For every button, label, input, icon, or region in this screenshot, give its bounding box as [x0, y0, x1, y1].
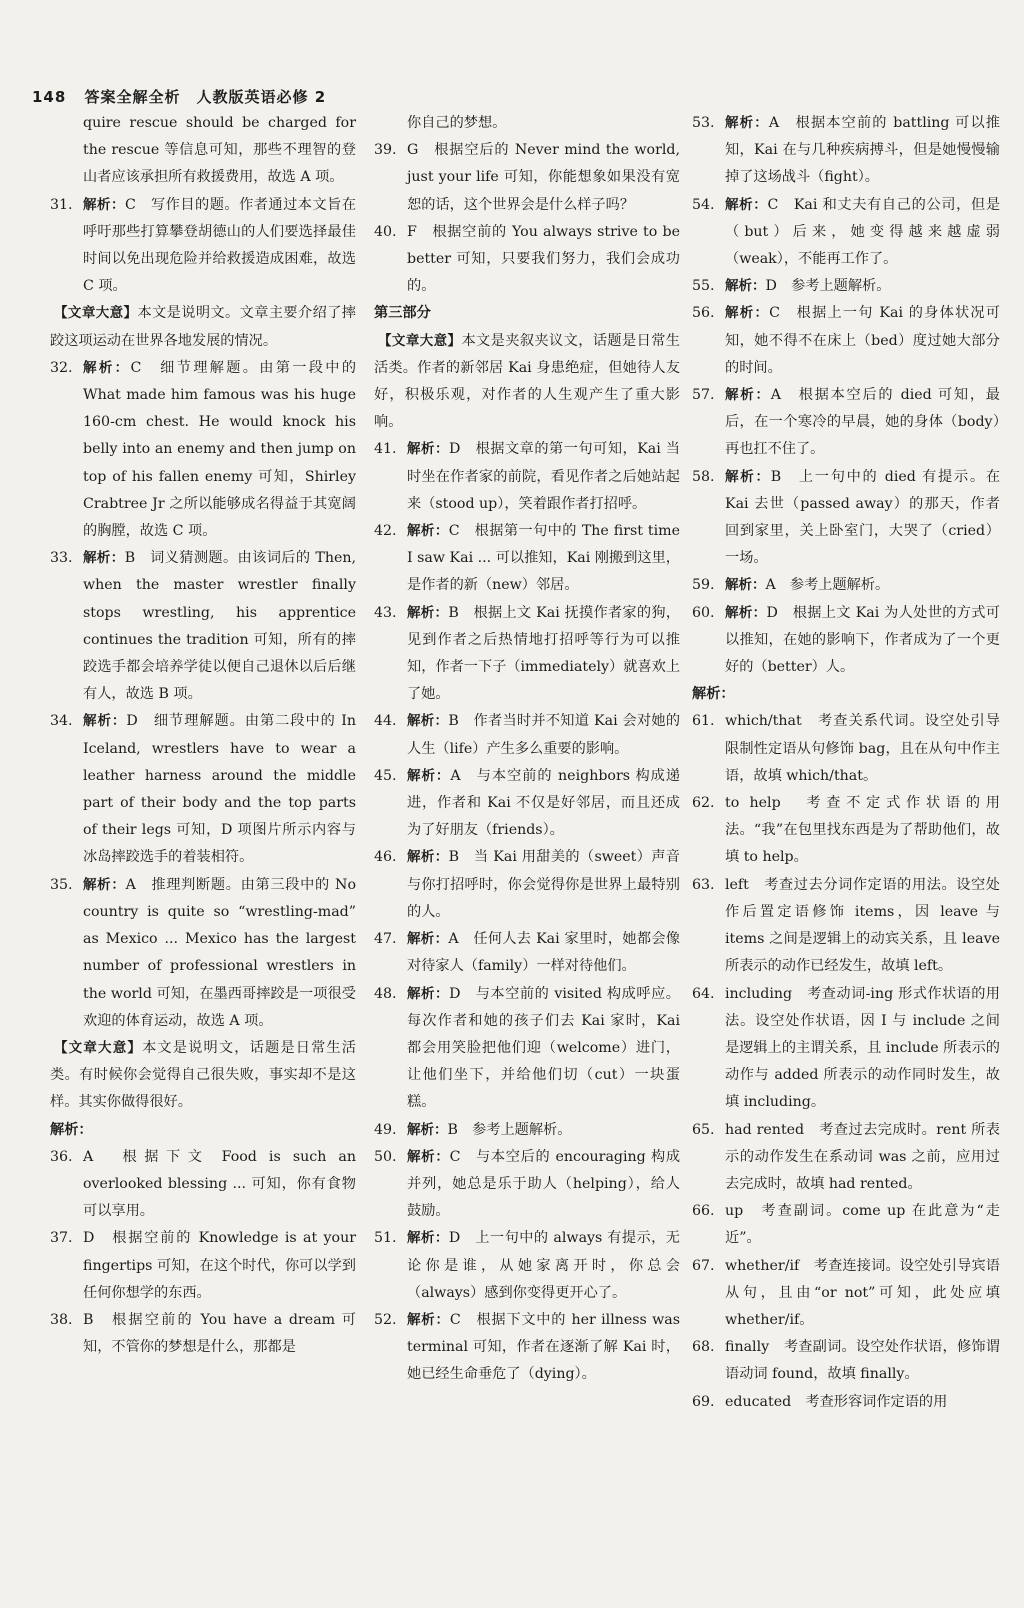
analysis-heading: 解析：: [692, 686, 735, 703]
answer-item: 38. B 根据空前的 You have a dream 可知，不管你的梦想是什么，那都是: [50, 1311, 356, 1356]
answer-item: 32. 解析：C 细节理解题。由第一段中的 What made him famous was his huge 160-cm chest. He would knock his belly into an enemy and then jump on top of his fallen enemy 可知，Shirley Crabtree Jr 之所以能够成名得益于其宽阔的胸膛，故选 C 项。: [50, 359, 357, 540]
answer-item: 44. 解析：B 作者当时并不知道 Kai 会对她的人生（life）产生多么重要的影响。: [374, 713, 681, 757]
answer-item: 57. 解析：A 根据本空后的 died 可知，最后，在一个寒冷的早晨，她的身体（body）再也扛不住了。: [692, 387, 1000, 458]
answer-item: 36. A 根据下文 Food is such an overlooked blessing ... 可知，你有食物可以享用。: [50, 1148, 356, 1220]
answer-item: 56. 解析：C 根据上一句 Kai 的身体状况可知，她不得不在床上（bed）度过她大部分的时间。: [692, 305, 1000, 376]
answer-item: 43. 解析：B 根据上文 Kai 抚摸作者家的狗，见到作者之后热情地打招呼等行为可以推知，作者一下子（immediately）就喜欢上了她。: [374, 604, 681, 703]
analysis-heading: 解析：: [50, 1121, 93, 1138]
answer-item: 39. G 根据空后的 Never mind the world, just your life 可知，你能想象如果没有宽恕的话，这个世界会是什么样子吗？: [374, 142, 680, 213]
answer-item: 58. 解析：B 上一句中的 died 有提示。在 Kai 去世（passed away）的那天，作者回到家里，关上卧室门，大哭了（cried）一场。: [692, 468, 1001, 567]
answer-item: 60. 解析：D 根据上文 Kai 为人处世的方式可以推知，在她的影响下，作者成为了一个更好的（better）人。: [692, 604, 1000, 676]
answer-item: 40. F 根据空前的 You always strive to be better 可知，只要我们努力，我们会成功的。: [374, 223, 680, 295]
book-title: 答案全解全析 人教版英语必修 2: [84, 88, 327, 106]
answer-item: 42. 解析：C 根据第一句中的 The first time I saw Kai ... 可以推知，Kai 刚搬到这里，是作者的新（new）邻居。: [374, 523, 681, 594]
answer-item: 33. 解析：B 词义猜测题。由该词后的 Then, when the master wrestler finally stops wrestling, his apprentice continues the tradition 可知，所有的摔跤选手都会培养学徒以便自己退休以后后继有人，故选 B 项。: [50, 550, 356, 703]
answer-item: 35. 解析：A 推理判断题。由第三段中的 No country is quite so “wrestling-mad” as Mexico ... Mexico has the largest number of professional wrestlers in the world 可知，在墨西哥摔跤是一项很受欢迎的体育运动，故选 A 项。: [50, 876, 356, 1029]
answer-item: 64. including 考查动词-ing 形式作状语的用法。设空处作状语，因 I 与 include 之间是逻辑上的主谓关系，且 include 所表示的动作与 added 所表示的动作同时发生，故填 including。: [692, 985, 1000, 1111]
part-heading: 第三部分: [374, 305, 431, 322]
answer-item: 53. 解析：A 根据本空前的 battling 可以推知，Kai 在与几种疾病搏斗，但是她慢慢输掉了这场战斗（fight）。: [692, 115, 1000, 186]
answer-item: 59. 解析：A 参考上题解析。: [692, 577, 890, 594]
answer-item: 45. 解析：A 与本空前的 neighbors 构成递进，作者和 Kai 不仅是好邻居，而且还成为了好朋友（friends）。: [374, 767, 680, 839]
answer-item: 50. 解析：C 与本空后的 encouraging 构成并列，她总是乐于助人（helping），给人鼓励。: [374, 1148, 681, 1220]
answer-item: 37. D 根据空前的 Knowledge is at your fingertips 可知，在这个时代，你可以学到任何你想学的东西。: [50, 1230, 356, 1301]
page-number: 148: [32, 88, 67, 106]
answer-item: 51. 解析：D 上一句中的 always 有提示，无论你是谁，从她家离开时，你总会（always）感到你变得更开心了。: [374, 1230, 680, 1301]
summary: 【文章大意】本文是夹叙夹议文，话题是日常生活类。作者的新邻居 Kai 身患绝症，但她待人友好，积极乐观，对作者的人生观产生了重大影响。: [374, 332, 680, 431]
answer-item: 34. 解析：D 细节理解题。由第二段中的 In Iceland, wrestlers have to wear a leather harness around the middle part of their body and the top parts of their legs 可知，D 项图片所示内容与冰岛摔跤选手的着装相符。: [50, 713, 356, 866]
answer-item: 65. had rented 考查过去完成时。rent 所表示的动作发生在系动词 was 之前，应用过去完成时，故填 had rented。: [692, 1121, 1000, 1192]
continued-text: quire rescue should be charged for the rescue 等信息可知，那些不理智的登山者应该承担所有救援费用，故选 A 项。: [83, 115, 356, 186]
answer-item: 54. 解析：C Kai 和丈夫有自己的公司，但是（but）后来，她变得越来越虚弱（weak），不能再工作了。: [692, 196, 1001, 268]
answer-item: 49. 解析：B 参考上题解析。: [374, 1121, 572, 1138]
answer-item: 41. 解析：D 根据文章的第一句可知，Kai 当时坐在作者家的前院，看见作者之后她站起来（stood up），笑着跟作者打招呼。: [374, 441, 680, 512]
answer-item: 62. to help 考查不定式作状语的用法。“我”在包里找东西是为了帮助他们，故填 to help。: [692, 795, 1000, 866]
answer-item: 67. whether/if 考查连接词。设空处引导宾语从句，且由“or not”可知，此处应填 whether/if。: [692, 1257, 1000, 1328]
column-1: [50, 110, 356, 1361]
answer-item: 46. 解析：B 当 Kai 用甜美的（sweet）声音与你打招呼时，你会觉得你是世界上最特别的人。: [374, 849, 680, 920]
answer-item: 52. 解析：C 根据下文中的 her illness was terminal 可知，作者在逐渐了解 Kai 时，她已经生命垂危了（dying）。: [374, 1311, 681, 1383]
answer-item: 61. which/that 考查关系代词。设空处引导限制性定语从句修饰 bag，且在从句中作主语，故填 which/that。: [692, 713, 1000, 784]
column-2: [374, 110, 680, 1389]
summary: 【文章大意】本文是说明文，话题是日常生活类。有时候你会觉得自己很失败，事实却不是这样。其实你做得很好。: [50, 1039, 356, 1111]
page-header: [32, 86, 326, 107]
answer-item: 68. finally 考查副词。设空处作状语，修饰谓语动词 found，故填 finally。: [692, 1339, 1000, 1383]
answer-item: 31. 解析：C 写作目的题。作者通过本文旨在呼吁那些打算攀登胡德山的人们要选择最佳时间以免出现危险并给救援造成困难，故选 C 项。: [50, 196, 357, 295]
answer-item: 69. educated 考查形容词作定语的用: [692, 1393, 948, 1410]
column-3: [692, 110, 1000, 1416]
summary: 【文章大意】本文是说明文。文章主要介绍了摔跤这项运动在世界各地发展的情况。: [50, 305, 356, 349]
answer-item: 47. 解析：A 任何人去 Kai 家里时，她都会像对待家人（family）一样对待他们。: [374, 931, 680, 975]
answer-item: 48. 解析：D 与本空前的 visited 构成呼应。每次作者和她的孩子们去 Kai 家时，Kai 都会用笑脸把他们迎（welcome）进门，让他们坐下，并给他们切（cut）一块蛋糕。: [374, 985, 680, 1111]
answer-item: 66. up 考查副词。come up 在此意为“走近”。: [692, 1203, 1000, 1247]
continued-text: 你自己的梦想。: [407, 115, 507, 131]
answer-item: 63. left 考查过去分词作定语的用法。设空处作后置定语修饰 items，因 leave 与 items 之间是逻辑上的动宾关系，且 leave 所表示的动作已经发生，故填 left。: [692, 876, 1000, 975]
answer-item: 55. 解析：D 参考上题解析。: [692, 278, 891, 295]
